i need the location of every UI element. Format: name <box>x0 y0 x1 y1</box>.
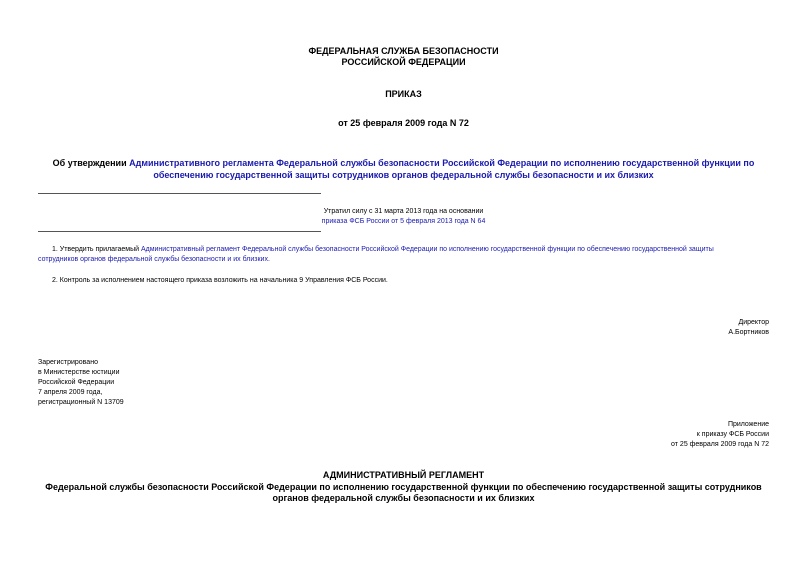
registration-line1: Зарегистрировано <box>38 359 98 366</box>
divider-bottom <box>38 231 321 232</box>
appendix-line2: к приказу ФСБ России <box>696 431 769 438</box>
document-title-line1 <box>0 157 807 169</box>
regulation-title-line1: Федеральной службы безопасности Российской Федерации по исполнению государственной функции по обеспечению государственной защиты сотрудников <box>45 482 762 492</box>
paragraph-1-prefix: 1. Утвердить прилагаемый <box>52 246 141 253</box>
appendix-line1: Приложение <box>727 421 769 428</box>
registration-line2: в Министерстве юстиции <box>38 369 120 376</box>
document-type: ПРИКАЗ <box>385 89 422 99</box>
signatory-name: А.Бортников <box>728 329 769 336</box>
registration-line5: регистрационный N 13709 <box>38 399 124 406</box>
appendix-line3: от 25 февраля 2009 года N 72 <box>671 441 769 448</box>
registration-line4: 7 апреля 2009 года, <box>38 389 103 396</box>
paragraph-1-line1 <box>38 245 768 254</box>
regulation-link-part2[interactable]: сотрудников органов федеральной службы безопасности и их близких. <box>38 256 270 263</box>
title-link-part2[interactable]: обеспечению государственной защиты сотрудников органов федеральной службы безопасности и их близких <box>153 170 654 180</box>
registration-line3: Российской Федерации <box>38 379 115 386</box>
regulation-link-part1[interactable]: Административный регламент Федеральной службы безопасности Российской Федерации по исполнению государственной функции по обеспечению государственной защиты <box>140 246 714 253</box>
repeal-status-text: Утратил силу с 31 марта 2013 года на основании <box>323 208 484 215</box>
regulation-title-line2: органов федеральной службы безопасности и их близких <box>272 493 535 503</box>
title-prefix: Об утверждении <box>52 158 130 168</box>
document-date: от 25 февраля 2009 года N 72 <box>338 118 469 128</box>
title-link-part1[interactable]: Административного регламента Федеральной службы безопасности Российской Федерации по исполнению государственной функции по <box>129 158 755 168</box>
signatory-position: Директор <box>738 319 769 326</box>
repeal-order-link[interactable]: приказа ФСБ России от 5 февраля 2013 года N 64 <box>321 218 486 225</box>
agency-name-line1: ФЕДЕРАЛЬНАЯ СЛУЖБА БЕЗОПАСНОСТИ <box>308 46 499 56</box>
agency-name-line2: РОССИЙСКОЙ ФЕДЕРАЦИИ <box>341 57 466 67</box>
divider-top <box>38 193 321 194</box>
regulation-heading: АДМИНИСТРАТИВНЫЙ РЕГЛАМЕНТ <box>322 470 485 480</box>
paragraph-2: 2. Контроль за исполнением настоящего приказа возложить на начальника 9 Управления ФСБ России. <box>52 277 388 284</box>
